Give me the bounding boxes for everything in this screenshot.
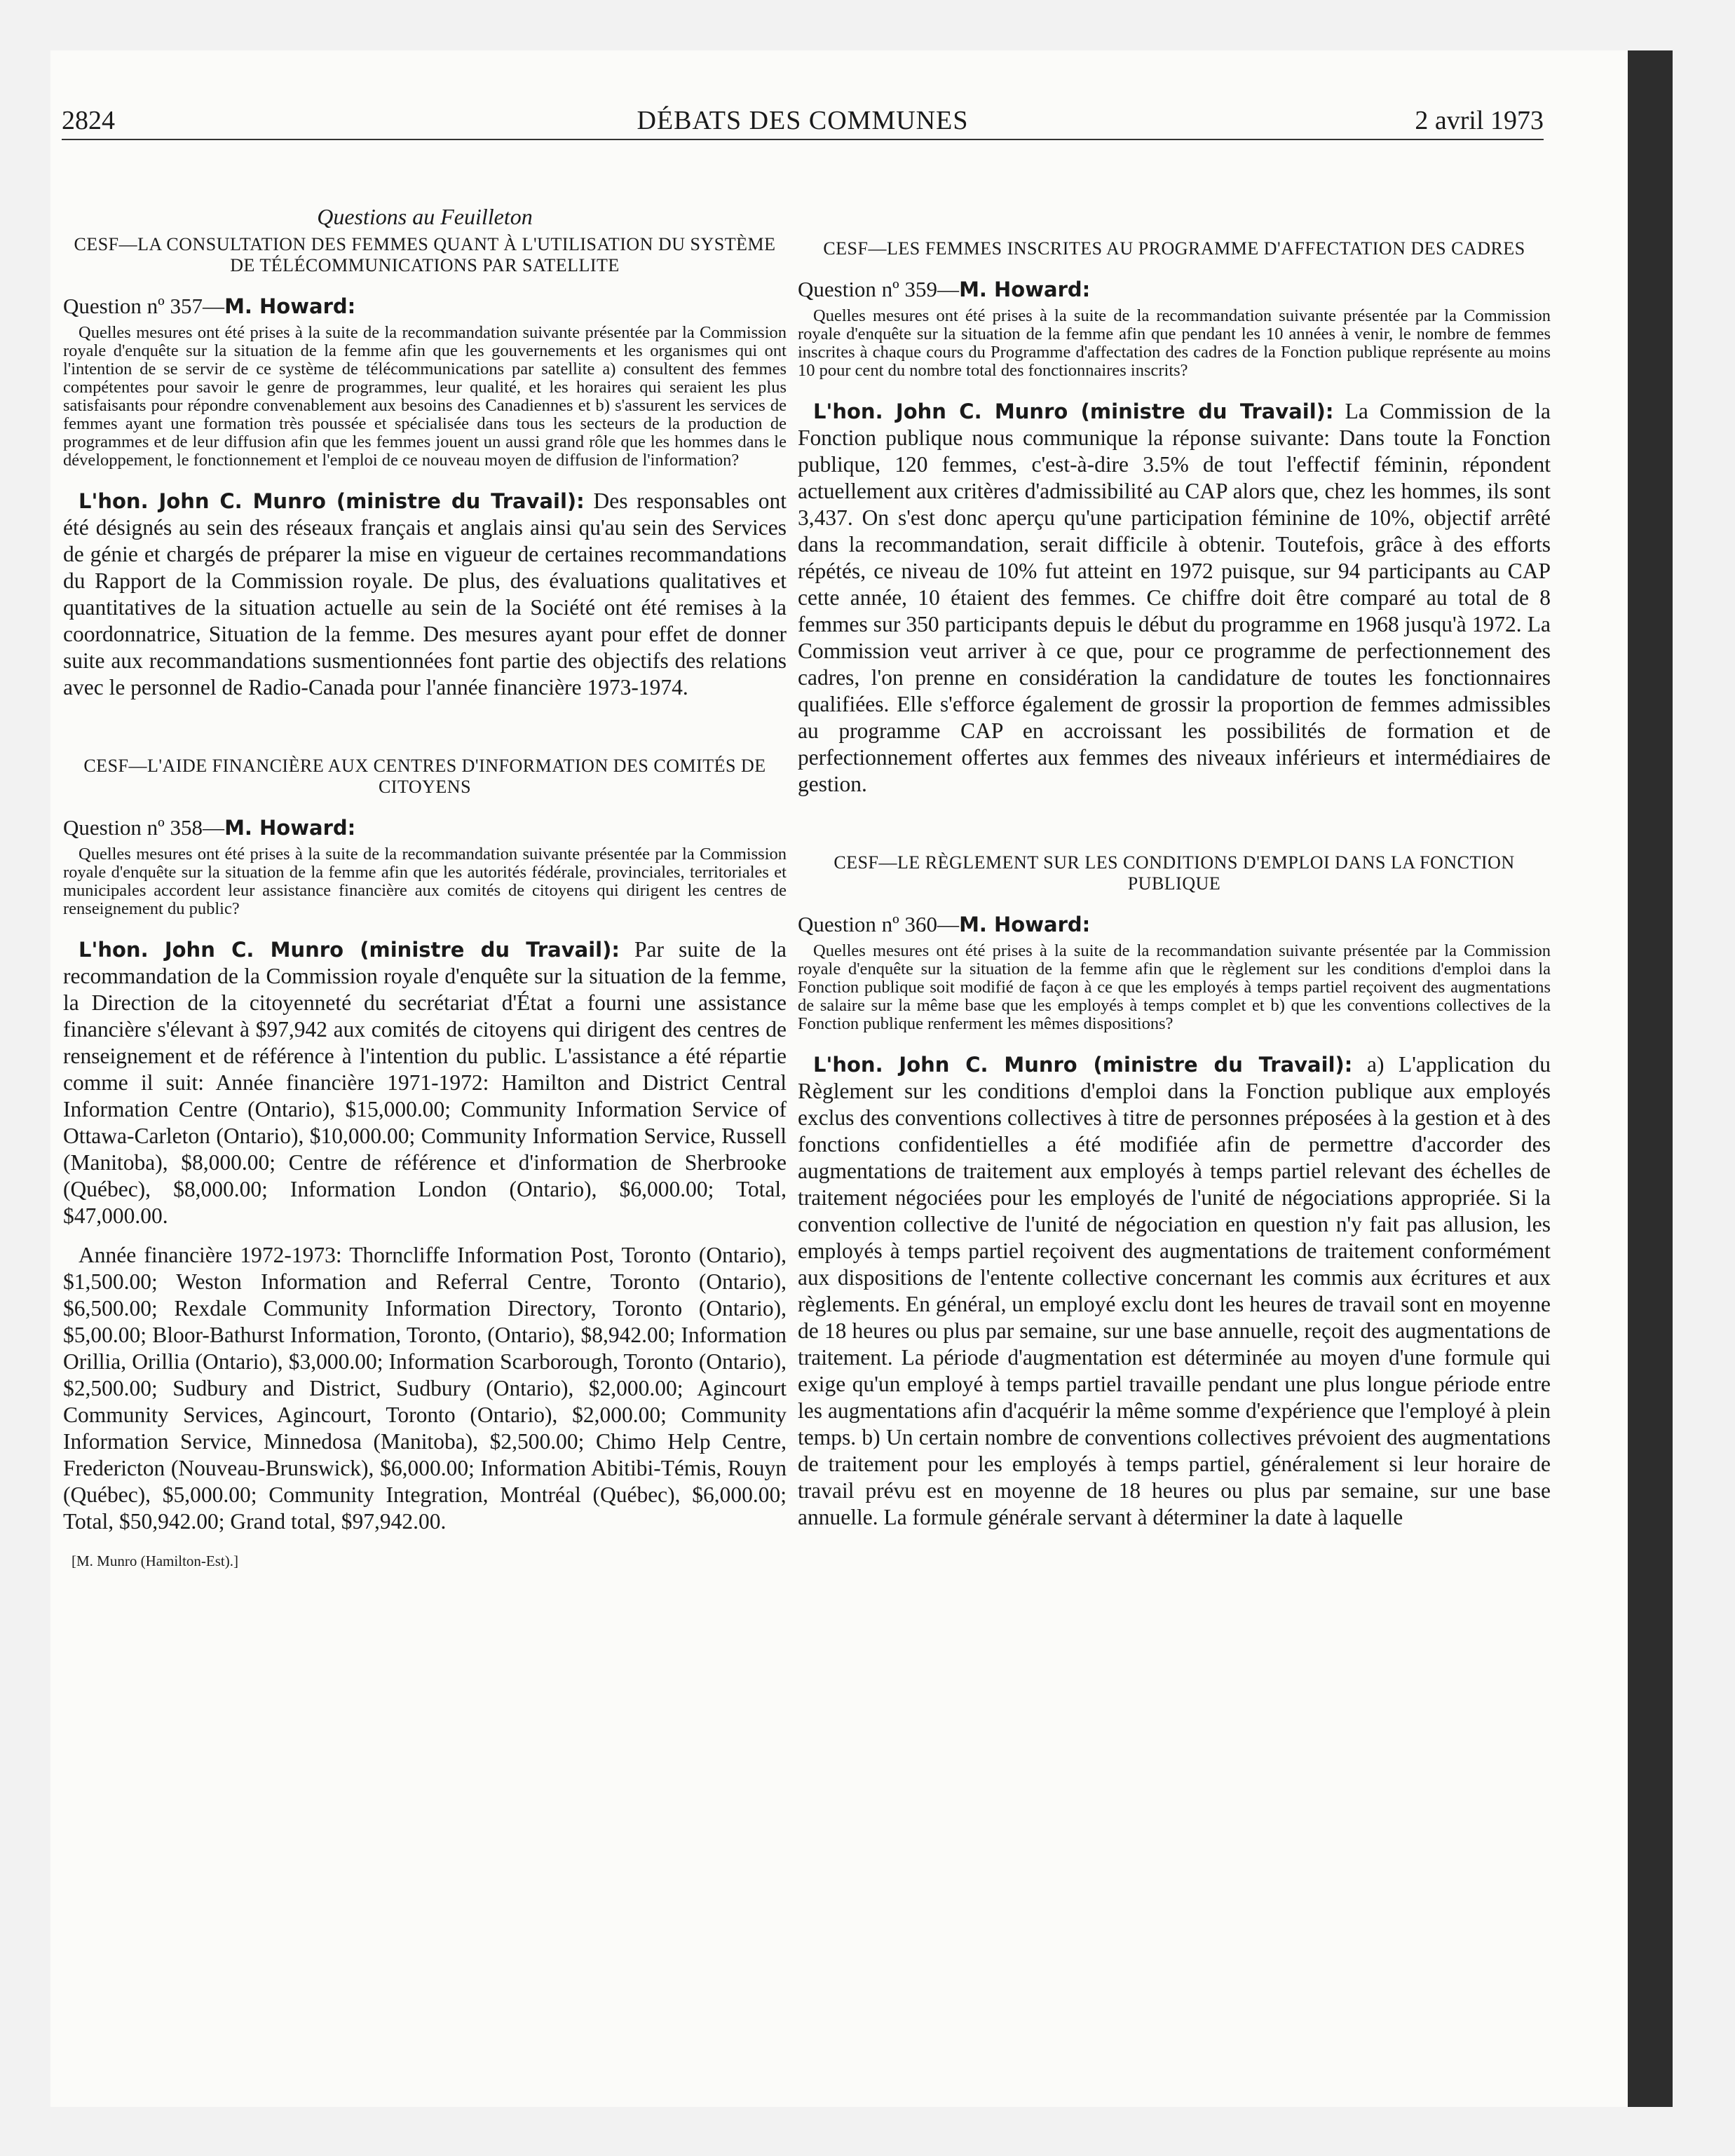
speaker-footnote: [M. Munro (Hamilton-Est).] — [72, 1553, 238, 1569]
answer-text: La Commission de la Fonction publique nous communique la réponse suivante: Dans toute la Fonction publique, 120 femmes, c'est-à-dire 3.5% de tout l'effectif féminin, répondent actuellement aux critères d'admissibilité au CAP alors que, chez les hommes, ils sont 3,437. On s'est donc aperçu qu'une participation féminine de 10%, objectif arrêté dans la recommandation, serait difficile à obtenir. Toutefois, grâce à des efforts répétés, ce niveau de 10% fut atteint en 1972 puisque, sur 94 participants au CAP cette année, 10 étaient des femmes. Ce chiffre doit être comparé au total de 8 femmes sur 350 participants depuis le début du programme en 1968 jusqu'à 1972. La Commission veut arriver à ce que, pour ce programme de perfectionnement des cadres, l'on prenne en considération la candidature de toutes les fonctionnaires qualifiées. Elle s'efforce également de grossir la proportion de femmes admissibles au programme CAP en accroissant les possibilités de formation et de perfectionnement offertes aux femmes des niveaux inférieurs et intermédiaires de gestion. — [798, 399, 1551, 796]
question-number: Question nº 358— — [63, 815, 225, 840]
left-column — [63, 196, 787, 1574]
question-asker: M. Howard: — [959, 913, 1091, 936]
answer — [63, 936, 787, 1229]
answer-text: Des responsables ont été désignés au sein des réseaux français et anglais ainsi qu'au sein des Services de génie et chargés de préparer la mise en vigueur de certaines recommandations du Rapport de la Commission royale. De plus, des évaluations qualitatives et quantitatives de la situation actuelle au sein de la Société ont été remises à la coordonnatrice, Situation de la femme. Des mesures ayant pour effet de donner suite aux recommandations susmentionnées font partie des objectifs des relations avec le personnel de Radio-Canada pour l'année financière 1973-1974. — [63, 489, 787, 700]
question-title: CESF—LES FEMMES INSCRITES AU PROGRAMME D'AFFECTATION DES CADRES — [823, 238, 1525, 259]
question-title: CESF—L'AIDE FINANCIÈRE AUX CENTRES D'INFORMATION DES COMITÉS DE CITOYENS — [83, 756, 766, 797]
answer — [63, 488, 787, 701]
answer — [798, 1051, 1551, 1531]
page-date: 2 avril 1973 — [1415, 106, 1544, 135]
question-text: Quelles mesures ont été prises à la suite de la recommandation suivante présentée par la Commission royale d'enquête sur la situation de la femme afin que pendant les 10 années à venir, le nombre de femmes inscrites à chaque cours du Programme d'affectation des cadres de la Fonction publique représente au moins 10 pour cent du nombre total des fonctionnaires inscrits? — [798, 306, 1551, 380]
question-heading — [63, 293, 787, 320]
question-text: Quelles mesures ont été prises à la suite de la recommandation suivante présentée par la Commission royale d'enquête sur la situation de la femme afin que le règlement sur les conditions d'emploi dans la Fonction publique soit modifié de façon à ce que les employés à temps partiel reçoivent des augmentations de salaire sur la même base que les employés à temps complet et b) que les conventions collectives de la Fonction publique renferment les mêmes dispositions? — [798, 941, 1551, 1033]
question-heading — [798, 911, 1551, 938]
question-text: Quelles mesures ont été prises à la suite de la recommandation suivante présentée par la Commission royale d'enquête sur la situation de la femme afin que les gouvernements et les organismes qui ont l'intention de se servir de ce système de télécommunications par satellite a) consultent des femmes compétentes pour savoir le genre de programmes, leur qualité, et les horaires qui seraient les plus satisfaisants pour répondre convenablement aux besoins des Canadiennes et b) s'assurent les services de femmes ayant une formation très poussée et spécialisée dans tous les secteurs de la production de programmes et de leur diffusion afin que les femmes jouent un aussi grand rôle que les hommes dans le développement, le fonctionnement et l'emploi de ce nouveau moyen de diffusion de l'information? — [63, 323, 787, 470]
right-column — [798, 196, 1551, 1543]
question-358 — [63, 756, 787, 1574]
page-header — [62, 98, 1544, 140]
question-number: Question nº 357— — [63, 294, 225, 318]
answer — [798, 398, 1551, 798]
answer-speaker: L'hon. John C. Munro (ministre du Travail): — [813, 1053, 1353, 1077]
answer-speaker: L'hon. John C. Munro (ministre du Travail): — [79, 489, 585, 513]
question-text: Quelles mesures ont été prises à la suite de la recommandation suivante présentée par la Commission royale d'enquête sur la situation de la femme afin que les autorités fédérale, provinciales, territoriales et municipales accordent leur assistance financière aux comités de citoyens qui dirigent les centres de renseignement du public? — [63, 845, 787, 918]
publication-title: DÉBATS DES COMMUNES — [637, 106, 969, 135]
question-357 — [63, 234, 787, 701]
question-title: CESF—LE RÈGLEMENT SUR LES CONDITIONS D'EMPLOI DANS LA FONCTION PUBLIQUE — [834, 852, 1515, 894]
question-number: Question nº 359— — [798, 277, 960, 301]
answer-speaker: L'hon. John C. Munro (ministre du Travail): — [79, 938, 620, 962]
answer-text: a) L'application du Règlement sur les conditions d'emploi dans la Fonction publique aux employés exclus des conventions collectives à titre de personnes préposées à la gestion et à des fonctions confidentielles a été modifiée afin de permettre d'accorder des augmentations de traitement aux employés à temps partiel relevant des échelles de traitement négociées pour les employés de l'unité de négociations appropriée. Si la convention collective de l'unité de négociation en question n'y fait pas allusion, les employés à temps partiel reçoivent des augmentations de traitement conformément aux dispositions de l'entente collective concernant les commis aux écritures et aux règlements. En général, un employé exclu dont les heures de travail sont en moyenne de 18 heures ou plus par semaine, sur une base annuelle, reçoit des augmentations de traitement. La période d'augmentation est déterminée au moyen d'une formule qui exige qu'un employé à temps partiel travaille pendant une plus longue période entre les augmentations afin d'acquérir la même somme d'expérience que l'employé à plein temps. b) Un certain nombre de conventions collectives prévoient des augmentations de traitement pour les employés à temps partiel, généralement si leur horaire de travail prévu est en moyenne de 18 heures ou plus par semaine, sur une base annuelle. La formule générale servant à déterminer la date à laquelle — [798, 1052, 1551, 1529]
question-heading — [798, 276, 1551, 303]
section-label: Questions au Feuilleton — [317, 204, 533, 229]
question-heading — [63, 814, 787, 841]
question-asker: M. Howard: — [959, 278, 1091, 301]
answer-text: Par suite de la recommandation de la Commission royale d'enquête sur la situation de la femme, la Direction de la citoyenneté du secrétariat d'État a fourni une assistance financière s'élevant à $97,942 aux comités de citoyens qui dirigent des centres de renseignement et de référence à l'intention du public. L'assistance a été répartie comme il suit: Année financière 1971-1972: Hamilton and District Central Information Centre (Ontario), $15,000.00; Community Information Service of Ottawa-Carleton (Ontario), $10,000.00; Community Information Service, Russell (Manitoba), $8,000.00; Centre de référence et d'information de Sherbrooke (Québec), $8,000.00; Information London (Ontario), $6,000.00; Total, $47,000.00. — [63, 937, 787, 1228]
question-asker: M. Howard: — [224, 816, 356, 840]
question-number: Question nº 360— — [798, 912, 960, 936]
answer-continued: Année financière 1972-1973: Thorncliffe Information Post, Toronto (Ontario), $1,500.00; Weston Information and Referral Centre, Toronto (Ontario), $6,500.00; Rexdale Community Information Directory, Toronto (Ontario), $5,00.00; Bloor-Bathurst Information, Toronto, (Ontario), $8,942.00; Information Orillia, Orillia (Ontario), $3,000.00; Information Scarborough, Toronto (Ontario), $2,500.00; Sudbury and District, Sudbury (Ontario), $2,000.00; Agincourt Community Services, Agincourt, Toronto (Ontario), $2,000.00; Community Information Service, Minnedosa (Manitoba), $2,500.00; Chimo Help Centre, Fredericton (Nouveau-Brunswick), $6,000.00; Information Abitibi-Témis, Rouyn (Québec), $5,000.00; Community Integration, Montréal (Québec), $6,000.00; Total, $50,942.00; Grand total, $97,942.00. — [63, 1243, 787, 1534]
question-asker: M. Howard: — [224, 294, 356, 318]
page-number: 2824 — [62, 106, 115, 135]
scan-edge — [1628, 50, 1673, 2107]
question-359 — [798, 238, 1551, 798]
question-360 — [798, 852, 1551, 1531]
question-title: CESF—LA CONSULTATION DES FEMMES QUANT À L'UTILISATION DU SYSTÈME DE TÉLÉCOMMUNICATIONS PAR SATELLITE — [74, 234, 776, 275]
answer-speaker: L'hon. John C. Munro (ministre du Travail): — [813, 400, 1334, 423]
